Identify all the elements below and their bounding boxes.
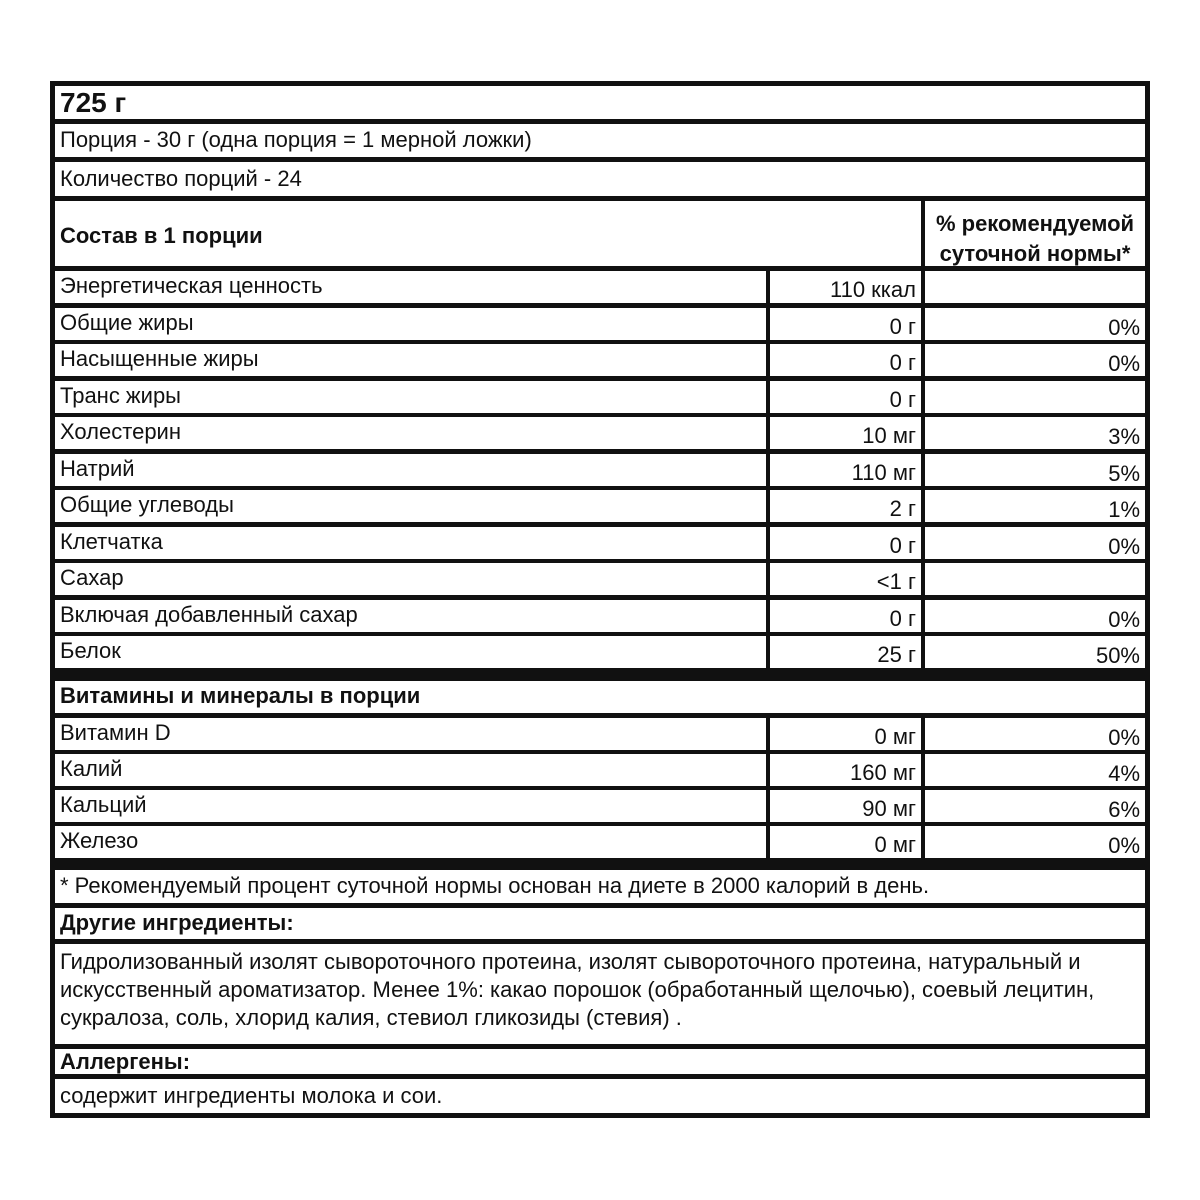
vitamin-amount: 0 мг: [770, 718, 921, 750]
nutrient-row: [55, 600, 1145, 632]
nutrient-daily-value: 0%: [925, 308, 1145, 340]
daily-value-header-line2: суточной нормы*: [939, 241, 1131, 266]
nutrient-amount: 10 мг: [770, 417, 921, 449]
vitamin-name: Витамин D: [55, 718, 766, 750]
vitamin-daily-value: 6%: [925, 790, 1145, 822]
nutrient-daily-value: 0%: [925, 600, 1145, 632]
nutrient-name: Клетчатка: [55, 527, 766, 559]
vitamin-row: [55, 718, 1145, 750]
allergens-header-row: [55, 1049, 1145, 1074]
nutrient-name: Насыщенные жиры: [55, 344, 766, 376]
nutrient-amount: 2 г: [770, 490, 921, 522]
nutrient-name: Транс жиры: [55, 381, 766, 413]
ingredients-header-row: [55, 908, 1145, 939]
vitamins-header-row: [55, 681, 1145, 713]
nutrient-name: Сахар: [55, 563, 766, 595]
vitamin-row: [55, 826, 1145, 858]
nutrient-daily-value: 0%: [925, 344, 1145, 376]
nutrient-row: [55, 527, 1145, 559]
nutrient-row: [55, 344, 1145, 376]
nutrient-name: Включая добавленный сахар: [55, 600, 766, 632]
vitamin-name: Калий: [55, 754, 766, 786]
nutrient-row: [55, 454, 1145, 486]
ingredients-title: Другие ингредиенты:: [55, 908, 1145, 939]
nutrient-daily-value: 0%: [925, 527, 1145, 559]
nutrient-daily-value: [925, 563, 1145, 595]
ingredients-text: Гидролизованный изолят сывороточного протеина, изолят сывороточного протеина, натуральный и искусственный ароматизатор. Менее 1%: какао порошок (обработанный щелочью), соевый лецитин, сукралоза, соль, хлорид калия, стевиол гликозиды (стевия) .: [60, 949, 1095, 1030]
nutrient-amount: 25 г: [770, 636, 921, 668]
servings-count-row: [55, 162, 1145, 196]
vitamin-amount: 90 мг: [770, 790, 921, 822]
composition-title: Состав в 1 порции: [55, 201, 921, 266]
serving-size: Порция - 30 г (одна порция = 1 мерной ложки): [55, 124, 1145, 157]
vitamin-daily-value: 0%: [925, 826, 1145, 858]
nutrient-name: Белок: [55, 636, 766, 668]
nutrient-row: [55, 636, 1145, 668]
nutrient-daily-value: [925, 381, 1145, 413]
nutrient-row: [55, 563, 1145, 595]
weight-row: [55, 86, 1145, 119]
nutrient-daily-value: 5%: [925, 454, 1145, 486]
vitamin-name: Железо: [55, 826, 766, 858]
nutrient-row: [55, 381, 1145, 413]
nutrient-name: Общие жиры: [55, 308, 766, 340]
vitamin-daily-value: 4%: [925, 754, 1145, 786]
nutrient-daily-value: 50%: [925, 636, 1145, 668]
nutrient-amount: 110 мг: [770, 454, 921, 486]
nutrient-name: Холестерин: [55, 417, 766, 449]
nutrient-amount: 0 г: [770, 381, 921, 413]
nutrition-label: [50, 81, 1150, 1118]
vitamin-daily-value: 0%: [925, 718, 1145, 750]
footnote-row: [55, 870, 1145, 903]
composition-header-row: [55, 201, 1145, 266]
vitamin-amount: 160 мг: [770, 754, 921, 786]
allergens-text-row: [55, 1079, 1145, 1113]
vitamin-name: Кальций: [55, 790, 766, 822]
vitamins-title: Витамины и минералы в порции: [55, 681, 1145, 713]
nutrient-amount: <1 г: [770, 563, 921, 595]
daily-value-header-line1: % рекомендуемой: [935, 211, 1135, 236]
nutrient-name: Энергетическая ценность: [55, 271, 766, 303]
daily-value-header: [925, 201, 1145, 266]
nutrient-name: Общие углеводы: [55, 490, 766, 522]
nutrient-name: Натрий: [55, 454, 766, 486]
allergens-text: содержит ингредиенты молока и сои.: [55, 1079, 1145, 1113]
nutrient-amount: 0 г: [770, 308, 921, 340]
nutrient-row: [55, 308, 1145, 340]
ingredients-text-row: [55, 944, 1145, 1044]
vitamin-row: [55, 790, 1145, 822]
nutrient-daily-value: [925, 271, 1145, 303]
vitamin-row: [55, 754, 1145, 786]
nutrient-daily-value: 1%: [925, 490, 1145, 522]
nutrient-daily-value: 3%: [925, 417, 1145, 449]
vitamin-amount: 0 мг: [770, 826, 921, 858]
allergens-title: Аллергены:: [55, 1049, 1145, 1074]
footnote: * Рекомендуемый процент суточной нормы основан на диете в 2000 калорий в день.: [55, 870, 1145, 903]
nutrient-amount: 110 ккал: [770, 271, 921, 303]
net-weight: 725 г: [55, 86, 1145, 119]
nutrient-row: [55, 490, 1145, 522]
nutrient-amount: 0 г: [770, 600, 921, 632]
nutrient-amount: 0 г: [770, 344, 921, 376]
nutrient-row: [55, 417, 1145, 449]
serving-size-row: [55, 124, 1145, 157]
nutrient-amount: 0 г: [770, 527, 921, 559]
servings-count: Количество порций - 24: [55, 162, 1145, 196]
nutrient-row: [55, 271, 1145, 303]
